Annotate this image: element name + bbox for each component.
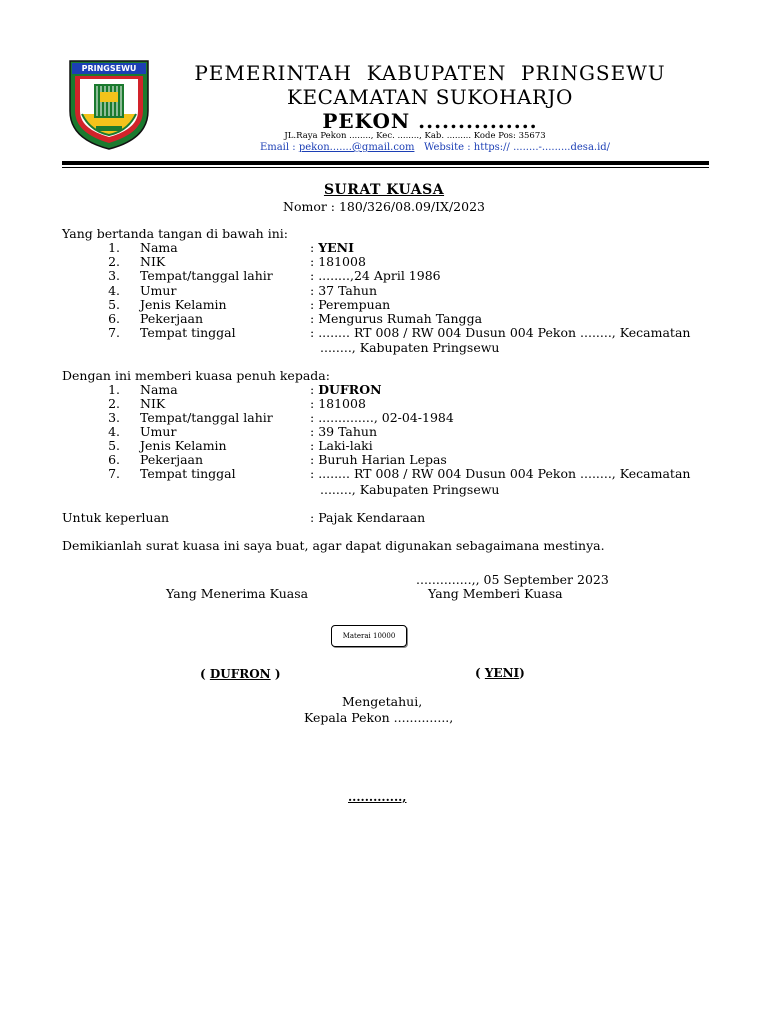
pemberi-value: : Mengurus Rumah Tangga <box>310 311 483 326</box>
meterai-stamp: Materai 10000 <box>331 625 407 647</box>
mengetahui: Mengetahui, <box>342 694 423 709</box>
penerima-intro: Dengan ini memberi kuasa penuh kepada: <box>62 368 330 383</box>
penerima-no: 2. <box>108 396 120 411</box>
penerima-nik: 181008 <box>318 396 366 411</box>
penerima-name: DUFRON <box>318 382 382 397</box>
pemberi-no: 2. <box>108 254 120 269</box>
penerima-label: Tempat tinggal <box>140 466 236 481</box>
pemberi-label: Jenis Kelamin <box>140 297 227 312</box>
pemberi-nik: 181008 <box>318 254 366 269</box>
penerima-label: Pekerjaan <box>140 452 204 467</box>
penerima-no: 4. <box>108 424 120 439</box>
pemberi-label: Pekerjaan <box>140 311 204 326</box>
pemberi-label: Tempat tinggal <box>140 325 236 340</box>
penerima-value: : DUFRON <box>310 382 382 397</box>
pemberi-value: : ........ RT 008 / RW 004 Dusun 004 Pekon ........, Kecamatan <box>310 325 691 340</box>
header-line-3: PEKON ............... <box>322 109 538 133</box>
email-link[interactable]: pekon.......@gmail.com <box>298 142 415 153</box>
receiver-label: Yang Menerima Kuasa <box>166 586 309 601</box>
pemberi-ttl: ........,24 April 1986 <box>318 268 441 283</box>
keperluan-value-row: : Pajak Kendaraan <box>310 510 426 525</box>
document-number: Nomor : 180/326/08.09/IX/2023 <box>283 199 485 214</box>
pemberi-label: Umur <box>140 283 177 298</box>
pemberi-umur: 37 Tahun <box>318 283 378 298</box>
penerima-value: : 181008 <box>310 396 366 411</box>
pemberi-label: NIK <box>140 254 166 269</box>
header-line-2: KECAMATAN SUKOHARJO <box>287 85 573 109</box>
penerima-label: Jenis Kelamin <box>140 438 227 453</box>
pemberi-value: : 37 Tahun <box>310 283 378 298</box>
penerima-label: Tempat/tanggal lahir <box>140 410 273 425</box>
pemberi-label: Tempat/tanggal lahir <box>140 268 273 283</box>
penerima-job: Buruh Harian Lepas <box>318 452 447 467</box>
pemberi-no: 3. <box>108 268 120 283</box>
penerima-value: : Laki-laki <box>310 438 373 453</box>
penerima-no: 3. <box>108 410 120 425</box>
penerima-gender: Laki-laki <box>318 438 373 453</box>
penerima-address-2: ........, Kabupaten Pringsewu <box>320 482 500 497</box>
keperluan-value: Pajak Kendaraan <box>318 510 426 525</box>
pemberi-no: 4. <box>108 283 120 298</box>
pemberi-no: 5. <box>108 297 120 312</box>
giver-signature-name: YENI <box>484 666 520 680</box>
receiver-signature-name: DUFRON <box>209 667 271 681</box>
pringsewu-logo <box>68 59 150 151</box>
receiver-signature: ( DUFRON ) <box>200 667 281 681</box>
penerima-label: NIK <box>140 396 166 411</box>
header-line-1: PEMERINTAH KABUPATEN PRINGSEWU <box>194 61 666 85</box>
pemberi-job: Mengurus Rumah Tangga <box>318 311 483 326</box>
penerima-label: Umur <box>140 424 177 439</box>
pemberi-address-2: ........, Kabupaten Pringsewu <box>320 340 500 355</box>
penerima-value: : .............., 02-04-1984 <box>310 410 454 425</box>
keperluan-label: Untuk keperluan <box>62 510 170 525</box>
penerima-no: 1. <box>108 382 120 397</box>
kepala-signature-name: ............., <box>348 790 407 804</box>
closing-statement: Demikianlah surat kuasa ini saya buat, agar dapat digunakan sebagaimana mestinya. <box>62 538 605 553</box>
kepala-signature <box>348 790 407 804</box>
pemberi-gender: Perempuan <box>318 297 391 312</box>
pemberi-no: 7. <box>108 325 120 340</box>
logo-text: PRINGSEWU <box>81 64 137 73</box>
pemberi-no: 6. <box>108 311 120 326</box>
email-label: Email : <box>259 142 296 153</box>
penerima-address: ........ RT 008 / RW 004 Dusun 004 Pekon ........, Kecamatan <box>318 466 691 481</box>
penerima-umur: 39 Tahun <box>318 424 378 439</box>
penerima-value: : ........ RT 008 / RW 004 Dusun 004 Pekon ........, Kecamatan <box>310 466 691 481</box>
pemberi-no: 1. <box>108 240 120 255</box>
pemberi-address: ........ RT 008 / RW 004 Dusun 004 Pekon ........, Kecamatan <box>318 325 691 340</box>
date-line: ..............,, 05 September 2023 <box>416 572 609 587</box>
pemberi-name: YENI <box>318 240 354 255</box>
pemberi-value: : YENI <box>310 240 354 255</box>
penerima-value: : Buruh Harian Lepas <box>310 452 447 467</box>
penerima-no: 6. <box>108 452 120 467</box>
header-contact <box>190 142 680 153</box>
penerima-no: 5. <box>108 438 120 453</box>
giver-label: Yang Memberi Kuasa <box>428 586 563 601</box>
pemberi-value: : ........,24 April 1986 <box>310 268 441 283</box>
pemberi-value: : 181008 <box>310 254 366 269</box>
document-title: SURAT KUASA <box>323 182 445 198</box>
pemberi-intro: Yang bertanda tangan di bawah ini: <box>62 226 288 241</box>
penerima-value: : 39 Tahun <box>310 424 378 439</box>
penerima-label: Nama <box>140 382 178 397</box>
kepala-pekon: Kepala Pekon .............., <box>304 710 454 725</box>
website-label[interactable]: Website : https:// ........-.........desa.id/ <box>424 142 611 153</box>
header-address: JL.Raya Pekon ........, Kec. ........, Kab. ......... Kode Pos: 35673 <box>284 131 546 141</box>
penerima-ttl: .............., 02-04-1984 <box>318 410 454 425</box>
header-divider-thin <box>62 167 709 168</box>
pemberi-label: Nama <box>140 240 178 255</box>
header-divider-thick <box>62 161 709 165</box>
penerima-no: 7. <box>108 466 120 481</box>
pemberi-value: : Perempuan <box>310 297 391 312</box>
giver-signature: ( YENI) <box>475 666 525 680</box>
